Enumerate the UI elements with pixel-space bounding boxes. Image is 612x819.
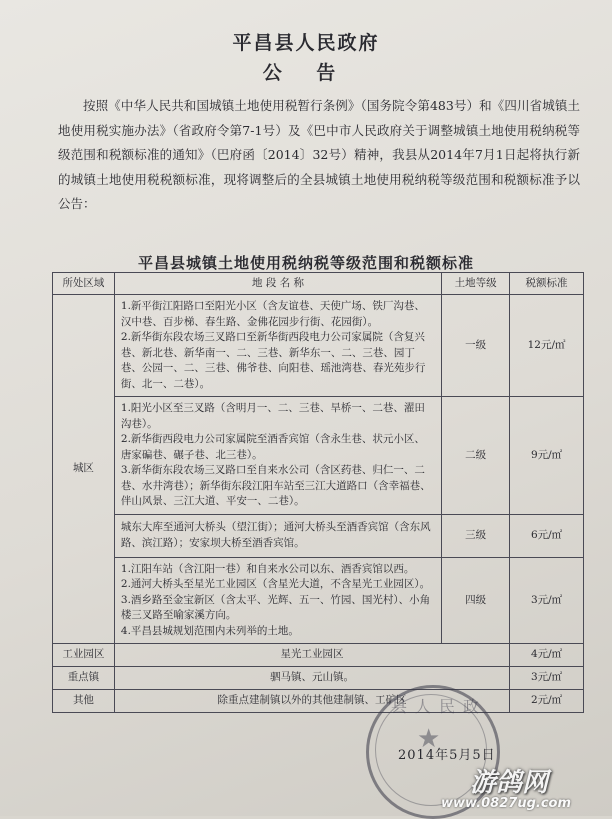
- table-row: [53, 667, 584, 690]
- tax-rate: 6元/㎡: [510, 514, 584, 557]
- tax-rate: 3元/㎡: [510, 667, 584, 690]
- table-row: [53, 690, 584, 713]
- region-cell: 重点镇: [53, 667, 115, 690]
- region-cell: 工业园区: [53, 644, 115, 667]
- table-row: [53, 557, 584, 644]
- segment-item: 3.酒乡路至金宝新区（含太平、光辉、五一、竹园、国光村）、小角楼三叉路至喻家溪方向。: [120, 593, 431, 621]
- header-level: 土地等级: [442, 273, 510, 295]
- segment-item: 城东大库至通河大桥头（望江街）；通河大桥头至酒香宾馆（含东风路、滨江路）；安家坝大桥至酒香宾馆。: [120, 521, 431, 549]
- segment-cell: [114, 295, 441, 397]
- segment-item: 1.江阳车站（含江阳一巷）和自来水公司以东、酒香宾馆以西。: [120, 562, 415, 575]
- document-subtitle: 公 告: [262, 62, 350, 84]
- segment-cell: 除重点建制镇以外的其他建制镇、工矿区: [114, 690, 509, 713]
- table-row: [53, 397, 584, 515]
- tax-rate: 9元/㎡: [510, 397, 584, 515]
- announcement-paragraph: 按照《中华人民共和国城镇土地使用税暂行条例》（国务院令第483号）和《四川省城镇土地使用税实施办法》（省政府令第7-1号）及《巴中市人民政府关于调整城镇土地使用税纳税等级范围和税额标准的通知》（巴府函〔2014〕32号）精神，我县从2014年7月1日起将执行新的城镇土地使用税税额标准，现将调整后的全县城镇土地使用税纳税等级范围和税额标准予以公告：: [58, 98, 580, 211]
- land-level: 三级: [442, 514, 510, 557]
- segment-cell: [114, 397, 441, 515]
- watermark-url: www.0827ug.com: [441, 796, 571, 811]
- segment-item: 2.新华街东段农场三叉路口至新华街西段电力公司家属院（含复兴巷、新北巷、新华南一、二、三巷、新华东一、二、三巷、园丁巷、公园一、二、三巷、佛爷巷、向阳巷、瑶池湾巷、春光苑步行街、北一、二巷）。: [120, 331, 426, 390]
- segment-cell: [114, 514, 441, 557]
- region-urban: 城区: [53, 295, 115, 644]
- land-level: 一级: [442, 295, 510, 397]
- header-segment: 地 段 名 称: [114, 273, 441, 295]
- issue-date: 2014年5月5日: [398, 748, 496, 763]
- table-row: [53, 514, 584, 557]
- region-cell: 其他: [53, 690, 115, 713]
- segment-cell: [114, 557, 441, 644]
- star-icon: ★: [417, 724, 441, 754]
- segment-item: 1.阳光小区至三叉路（含明月一、二、三巷、旱桥一、二巷、濯田沟巷）。: [120, 402, 425, 430]
- table-header-row: [53, 273, 584, 295]
- header-rate: 税额标准: [510, 273, 584, 295]
- watermark-logo: 游鸽网: [470, 768, 549, 798]
- segment-cell: 驷马镇、元山镇。: [114, 667, 509, 690]
- tax-rate: 2元/㎡: [510, 690, 584, 713]
- segment-cell: 星光工业园区: [114, 644, 509, 667]
- document-title: 平昌县人民政府: [232, 32, 380, 54]
- segment-item: 2.通河大桥头至星光工业园区（含星光大道，不含星光工业园区）。: [120, 578, 431, 590]
- tax-rate: 12元/㎡: [510, 295, 584, 397]
- segment-item: 3.新华街东段农场三叉路口至自来水公司（含区药巷、归仁一、二巷、水井湾巷）；新华街东段江阳车站至三江大道路口（含幸福巷、伴山风景、三江大道、平安一、二巷）。: [120, 464, 431, 507]
- tax-rate-table: [52, 272, 584, 713]
- table-row: [53, 295, 584, 397]
- table-row: [53, 644, 584, 667]
- segment-item: 4.平昌县城规划范围内未列举的土地。: [120, 624, 299, 637]
- segment-item: 2.新华街西段电力公司家属院至酒香宾馆（含永生巷、状元小区、唐家碥巷、碾子巷、北三巷）。: [120, 433, 425, 461]
- header-region: 所处区域: [53, 273, 115, 295]
- land-level: 四级: [442, 557, 510, 644]
- segment-item: 1.新平街江阳路口至阳光小区（含友谊巷、天使广场、铁厂沟巷、汉中巷、百步梯、春生路、金佛花园步行街、花园街）。: [120, 300, 425, 328]
- seal-text: 县人民政: [391, 697, 488, 716]
- table-title: 平昌县城镇土地使用税纳税等级范围和税额标准: [137, 254, 474, 272]
- tax-rate: 4元/㎡: [510, 644, 584, 667]
- tax-rate: 3元/㎡: [510, 557, 584, 644]
- land-level: 二级: [442, 397, 510, 515]
